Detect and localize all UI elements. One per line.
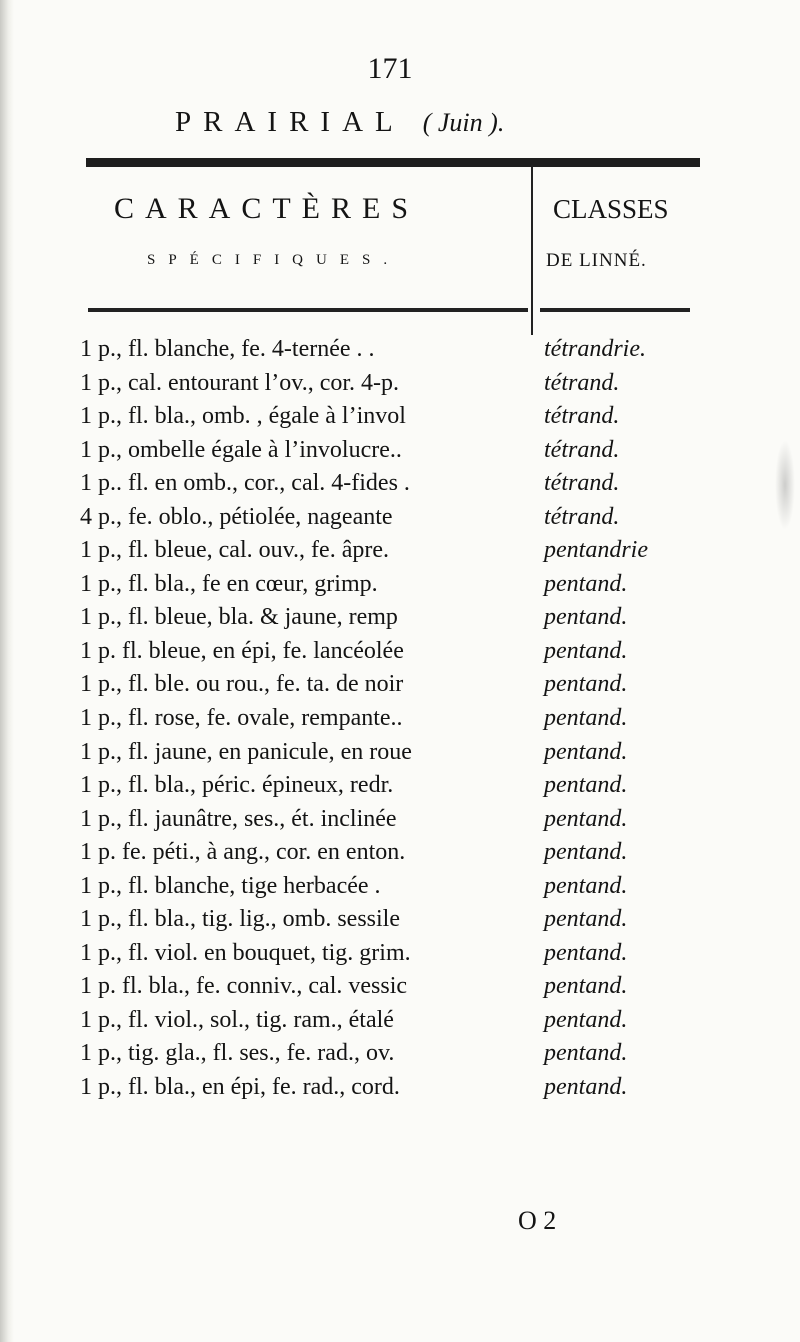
- species-characters: 1 p., fl. bla., en épi, fe. rad., cord.: [80, 1074, 400, 1101]
- table-row: [80, 1005, 710, 1039]
- table-row: [80, 334, 710, 368]
- linnaean-class: pentandrie: [544, 537, 648, 564]
- linnaean-class: pentand.: [544, 637, 628, 664]
- table-row: [80, 502, 710, 536]
- species-characters: 1 p., fl. bleue, bla. & jaune, remp: [80, 604, 398, 631]
- linnaean-class: pentand.: [544, 772, 628, 799]
- header-column-divider: [531, 165, 533, 335]
- table-row: [80, 938, 710, 972]
- page-number: 171: [367, 52, 413, 85]
- species-characters: 1 p., ombelle égale à l’involucre..: [80, 436, 402, 463]
- species-characters: 1 p., fl. jaunâtre, ses., ét. inclinée: [80, 805, 397, 832]
- linnaean-class: pentand.: [544, 906, 628, 933]
- species-characters: 1 p., tig. gla., fl. ses., fe. rad., ov.: [80, 1040, 395, 1067]
- species-characters: 1 p., fl. viol. en bouquet, tig. grim.: [80, 939, 411, 966]
- page-title: [175, 106, 625, 139]
- column-header-caracteres: CARACTÈRES: [114, 192, 420, 225]
- table-row: [80, 804, 710, 838]
- page-edge-shadow: [0, 0, 14, 1342]
- linnaean-class: tétrand.: [544, 369, 620, 396]
- linnaean-class: pentand.: [544, 939, 628, 966]
- table-row: [80, 737, 710, 771]
- paper-smudge: [775, 440, 795, 530]
- table-row: [80, 468, 710, 502]
- table-row: [80, 535, 710, 569]
- linnaean-class: tétrand.: [544, 503, 620, 530]
- species-characters: 4 p., fe. oblo., pétiolée, nageante: [80, 503, 393, 530]
- linnaean-class: pentand.: [544, 839, 628, 866]
- linnaean-class: pentand.: [544, 1006, 628, 1033]
- linnaean-class: pentand.: [544, 1040, 628, 1067]
- linnaean-class: tétrand.: [544, 436, 620, 463]
- species-characters: 1 p. fl. bleue, en épi, fe. lancéolée: [80, 637, 404, 664]
- table-row: [80, 368, 710, 402]
- species-characters: 1 p., fl. bla., tig. lig., omb. sessile: [80, 906, 400, 933]
- table-row: [80, 569, 710, 603]
- linnaean-class: pentand.: [544, 705, 628, 732]
- table-row: [80, 636, 710, 670]
- column-header-classes: CLASSES: [553, 194, 669, 224]
- table-row: [80, 871, 710, 905]
- table-row: [80, 904, 710, 938]
- table-row: [80, 435, 710, 469]
- species-characters: 1 p. fl. bla., fe. conniv., cal. vessic: [80, 973, 408, 1000]
- title-month-translation: ( Juin ).: [422, 108, 505, 137]
- header-rule-right: [540, 308, 690, 312]
- linnaean-class: tétrandrie.: [544, 336, 646, 362]
- species-table: [80, 334, 710, 1106]
- species-characters: 1 p., fl. bla., omb. , égale à l’invol: [80, 403, 406, 430]
- linnaean-class: pentand.: [544, 1074, 628, 1101]
- species-characters: 1 p., fl. blanche, tige herbacée .: [80, 872, 381, 899]
- species-characters: 1 p., fl. bla., fe en cœur, grimp.: [80, 570, 378, 597]
- title-month: PRAIRIAL: [175, 106, 405, 138]
- table-row: [80, 669, 710, 703]
- linnaean-class: pentand.: [544, 570, 628, 597]
- species-characters: 1 p., fl. ble. ou rou., fe. ta. de noir: [80, 671, 404, 698]
- table-row: [80, 602, 710, 636]
- table-row: [80, 971, 710, 1005]
- linnaean-class: pentand.: [544, 805, 628, 832]
- linnaean-class: pentand.: [544, 738, 628, 765]
- header-rule-left: [88, 308, 528, 312]
- species-characters: 1 p., cal. entourant l’ov., cor. 4-p.: [80, 369, 400, 396]
- species-characters: 1 p., fl. viol., sol., tig. ram., étalé: [80, 1006, 394, 1033]
- table-row: [80, 703, 710, 737]
- header-thick-rule: [86, 158, 700, 167]
- species-characters: 1 p. fe. péti., à ang., cor. en enton.: [80, 839, 406, 866]
- linnaean-class: pentand.: [544, 973, 628, 1000]
- column-header-specifiques: SPÉCIFIQUES.: [147, 252, 401, 268]
- linnaean-class: tétrand.: [544, 403, 620, 430]
- linnaean-class: pentand.: [544, 604, 628, 631]
- signature-mark: O 2: [518, 1206, 557, 1235]
- species-characters: 1 p., fl. blanche, fe. 4-ternée . .: [80, 336, 375, 362]
- table-row: [80, 401, 710, 435]
- species-characters: 1 p., fl. jaune, en panicule, en roue: [80, 738, 412, 765]
- table-row: [80, 770, 710, 804]
- species-characters: 1 p., fl. rose, fe. ovale, rempante..: [80, 705, 403, 732]
- column-header-de-linne: DE LINNÉ.: [546, 250, 647, 271]
- species-characters: 1 p., fl. bla., péric. épineux, redr.: [80, 772, 394, 799]
- linnaean-class: pentand.: [544, 671, 628, 698]
- linnaean-class: pentand.: [544, 872, 628, 899]
- species-characters: 1 p., fl. bleue, cal. ouv., fe. âpre.: [80, 537, 389, 564]
- table-row: [80, 837, 710, 871]
- species-characters: 1 p.. fl. en omb., cor., cal. 4-fides .: [80, 470, 410, 497]
- table-row: [80, 1038, 710, 1072]
- linnaean-class: tétrand.: [544, 470, 620, 497]
- table-row: [80, 1072, 710, 1106]
